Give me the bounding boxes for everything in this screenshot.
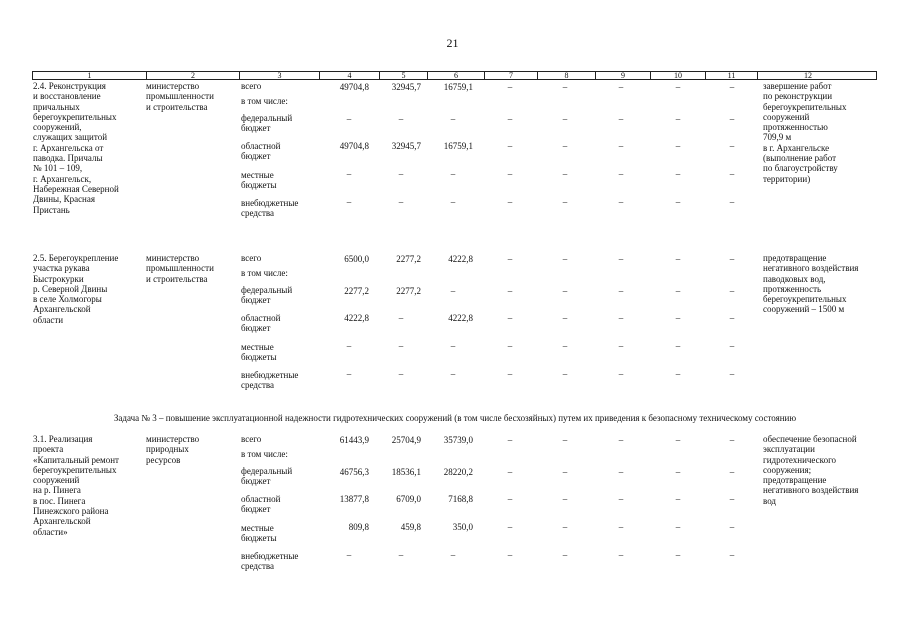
empty-year-cell: – [562, 313, 568, 323]
empty-year-cell: – [562, 286, 568, 296]
empty-year-cell: – [729, 369, 735, 379]
amount-cell: – [398, 341, 404, 351]
amount-cell: – [450, 369, 456, 379]
empty-year-cell: – [618, 169, 624, 179]
amount-cell: – [346, 169, 352, 179]
header-col-12: 12 [757, 72, 858, 79]
empty-year-cell: – [729, 467, 735, 477]
page-number: 21 [446, 36, 459, 50]
amount-cell: 49704,8 [339, 141, 369, 151]
amount-cell: 6709,0 [396, 494, 421, 504]
amount-cell: – [398, 114, 404, 124]
responsible-executor: министерство промышленности и строительства [146, 253, 214, 284]
amount-cell: – [398, 550, 404, 560]
empty-year-cell: – [675, 313, 681, 323]
empty-year-cell: – [562, 82, 568, 92]
empty-year-cell: – [507, 169, 513, 179]
header-col-11: 11 [705, 72, 757, 79]
amount-cell: – [346, 369, 352, 379]
header-col-4: 4 [319, 72, 379, 79]
empty-year-cell: – [729, 254, 735, 264]
empty-year-cell: – [675, 114, 681, 124]
empty-year-cell: – [618, 82, 624, 92]
amount-cell: 4222,8 [344, 313, 369, 323]
empty-year-cell: – [729, 494, 735, 504]
empty-year-cell: – [675, 286, 681, 296]
funding-source: всего [241, 81, 262, 91]
empty-year-cell: – [562, 435, 568, 445]
amount-cell: 2277,2 [396, 254, 421, 264]
empty-year-cell: – [675, 550, 681, 560]
header-col-5: 5 [379, 72, 427, 79]
empty-year-cell: – [729, 522, 735, 532]
empty-year-cell: – [507, 313, 513, 323]
empty-year-cell: – [729, 141, 735, 151]
empty-year-cell: – [618, 313, 624, 323]
empty-year-cell: – [562, 550, 568, 560]
funding-source: внебюджетные средства [241, 551, 299, 572]
empty-year-cell: – [562, 141, 568, 151]
amount-cell: 809,8 [348, 522, 369, 532]
empty-year-cell: – [729, 114, 735, 124]
amount-cell: – [346, 197, 352, 207]
empty-year-cell: – [507, 435, 513, 445]
amount-cell: 2277,2 [396, 286, 421, 296]
amount-cell: – [398, 313, 404, 323]
empty-year-cell: – [562, 169, 568, 179]
amount-cell: 6500,0 [344, 254, 369, 264]
expected-result: предотвращение негативного воздействия паводковых вод, протяженность берегоукрепительных сооружений – 1500 м [763, 253, 859, 315]
empty-year-cell: – [562, 522, 568, 532]
empty-year-cell: – [618, 467, 624, 477]
funding-source: местные бюджеты [241, 342, 277, 363]
empty-year-cell: – [675, 522, 681, 532]
amount-cell: 32945,7 [391, 141, 421, 151]
amount-cell: – [346, 341, 352, 351]
empty-year-cell: – [729, 313, 735, 323]
funding-source: местные бюджеты [241, 523, 277, 544]
amount-cell: 459,8 [400, 522, 421, 532]
empty-year-cell: – [507, 341, 513, 351]
header-col-8: 8 [537, 72, 595, 79]
empty-year-cell: – [507, 369, 513, 379]
empty-year-cell: – [507, 114, 513, 124]
empty-year-cell: – [729, 82, 735, 92]
empty-year-cell: – [675, 82, 681, 92]
empty-year-cell: – [507, 467, 513, 477]
funding-source: областной бюджет [241, 313, 281, 334]
amount-cell: – [398, 169, 404, 179]
empty-year-cell: – [507, 494, 513, 504]
amount-cell: 16759,1 [443, 82, 473, 92]
funding-source: областной бюджет [241, 141, 281, 162]
empty-year-cell: – [562, 467, 568, 477]
amount-cell: – [450, 114, 456, 124]
empty-year-cell: – [618, 435, 624, 445]
amount-cell: – [346, 114, 352, 124]
empty-year-cell: – [618, 369, 624, 379]
empty-year-cell: – [562, 197, 568, 207]
funding-source: всего [241, 253, 262, 263]
funding-source: внебюджетные средства [241, 370, 299, 391]
amount-cell: 28220,2 [443, 467, 473, 477]
empty-year-cell: – [729, 550, 735, 560]
measure-description: 2.4. Реконструкция и восстановление причальных берегоукрепительных сооружений, служащих защитой г. Архангельска от паводка. Причалы № 101 – 109, г. Архангельск, Набережная Северной Двины, Красная Пристань [33, 81, 119, 215]
funding-source: в том числе: [241, 268, 288, 278]
empty-year-cell: – [618, 254, 624, 264]
header-col-1: 1 [87, 71, 92, 80]
empty-year-cell: – [562, 494, 568, 504]
empty-year-cell: – [729, 286, 735, 296]
funding-source: всего [241, 434, 262, 444]
empty-year-cell: – [729, 169, 735, 179]
header-col-10: 10 [650, 72, 705, 79]
task-heading: Задача № 3 – повышение эксплуатационной надежности гидротехнических сооружений (в том числе бесхозяйных) путем их приведения к безопасному техническому состоянию [113, 413, 797, 423]
amount-cell: 46756,3 [339, 467, 369, 477]
amount-cell: 32945,7 [391, 82, 421, 92]
empty-year-cell: – [618, 286, 624, 296]
empty-year-cell: – [618, 341, 624, 351]
amount-cell: 350,0 [452, 522, 473, 532]
empty-year-cell: – [675, 169, 681, 179]
empty-year-cell: – [729, 435, 735, 445]
header-col-7: 7 [484, 72, 537, 79]
empty-year-cell: – [675, 467, 681, 477]
measure-description: 2.5. Берегоукрепление участка рукава Быстрокурки р. Северной Двины в селе Холмогоры Архангельской области [33, 253, 119, 325]
empty-year-cell: – [507, 141, 513, 151]
table-header-row [32, 71, 877, 80]
amount-cell: – [450, 550, 456, 560]
funding-source: внебюджетные средства [241, 198, 299, 219]
amount-cell: – [346, 550, 352, 560]
empty-year-cell: – [618, 141, 624, 151]
funding-source: местные бюджеты [241, 170, 277, 191]
empty-year-cell: – [507, 254, 513, 264]
expected-result: обеспечение безопасной эксплуатации гидротехнического сооружения; предотвращение негативного воздействия вод [763, 434, 859, 506]
amount-cell: – [398, 197, 404, 207]
amount-cell: – [398, 369, 404, 379]
empty-year-cell: – [675, 141, 681, 151]
empty-year-cell: – [675, 369, 681, 379]
measure-description: 3.1. Реализация проекта «Капитальный ремонт берегоукрепительных сооружений на р. Пинега в пос. Пинега Пинежского района Архангельской области» [33, 434, 119, 537]
empty-year-cell: – [507, 197, 513, 207]
funding-source: федеральный бюджет [241, 285, 293, 306]
amount-cell: 25704,9 [391, 435, 421, 445]
expected-result: завершение работ по реконструкции берегоукрепительных сооружений протяженностью 709,9 м в г. Архангельске (выполнение работ по благоустройству территории) [763, 81, 847, 184]
amount-cell: 7168,8 [448, 494, 473, 504]
empty-year-cell: – [729, 341, 735, 351]
funding-source: федеральный бюджет [241, 466, 293, 487]
amount-cell: 4222,8 [448, 254, 473, 264]
funding-source: федеральный бюджет [241, 113, 293, 134]
amount-cell: 18536,1 [391, 467, 421, 477]
empty-year-cell: – [675, 435, 681, 445]
empty-year-cell: – [507, 82, 513, 92]
empty-year-cell: – [507, 286, 513, 296]
header-col-9: 9 [595, 72, 650, 79]
empty-year-cell: – [507, 550, 513, 560]
empty-year-cell: – [562, 341, 568, 351]
empty-year-cell: – [618, 550, 624, 560]
empty-year-cell: – [507, 522, 513, 532]
empty-year-cell: – [618, 494, 624, 504]
amount-cell: 4222,8 [448, 313, 473, 323]
header-col-3: 3 [239, 72, 319, 79]
amount-cell: – [450, 197, 456, 207]
responsible-executor: министерство промышленности и строительства [146, 81, 214, 112]
funding-source: областной бюджет [241, 494, 281, 515]
empty-year-cell: – [618, 114, 624, 124]
header-col-2: 2 [146, 72, 239, 79]
empty-year-cell: – [618, 197, 624, 207]
empty-year-cell: – [675, 341, 681, 351]
amount-cell: – [450, 341, 456, 351]
empty-year-cell: – [675, 197, 681, 207]
amount-cell: 2277,2 [344, 286, 369, 296]
funding-source: в том числе: [241, 96, 288, 106]
amount-cell: 13877,8 [339, 494, 369, 504]
header-col-6: 6 [427, 72, 484, 79]
responsible-executor: министерство природных ресурсов [146, 434, 200, 465]
amount-cell: 49704,8 [339, 82, 369, 92]
empty-year-cell: – [562, 369, 568, 379]
amount-cell: 35739,0 [443, 435, 473, 445]
funding-source: в том числе: [241, 449, 288, 459]
amount-cell: 61443,9 [339, 435, 369, 445]
empty-year-cell: – [729, 197, 735, 207]
empty-year-cell: – [675, 494, 681, 504]
empty-year-cell: – [675, 254, 681, 264]
empty-year-cell: – [618, 522, 624, 532]
empty-year-cell: – [562, 114, 568, 124]
amount-cell: – [450, 169, 456, 179]
amount-cell: – [450, 286, 456, 296]
empty-year-cell: – [562, 254, 568, 264]
amount-cell: 16759,1 [443, 141, 473, 151]
